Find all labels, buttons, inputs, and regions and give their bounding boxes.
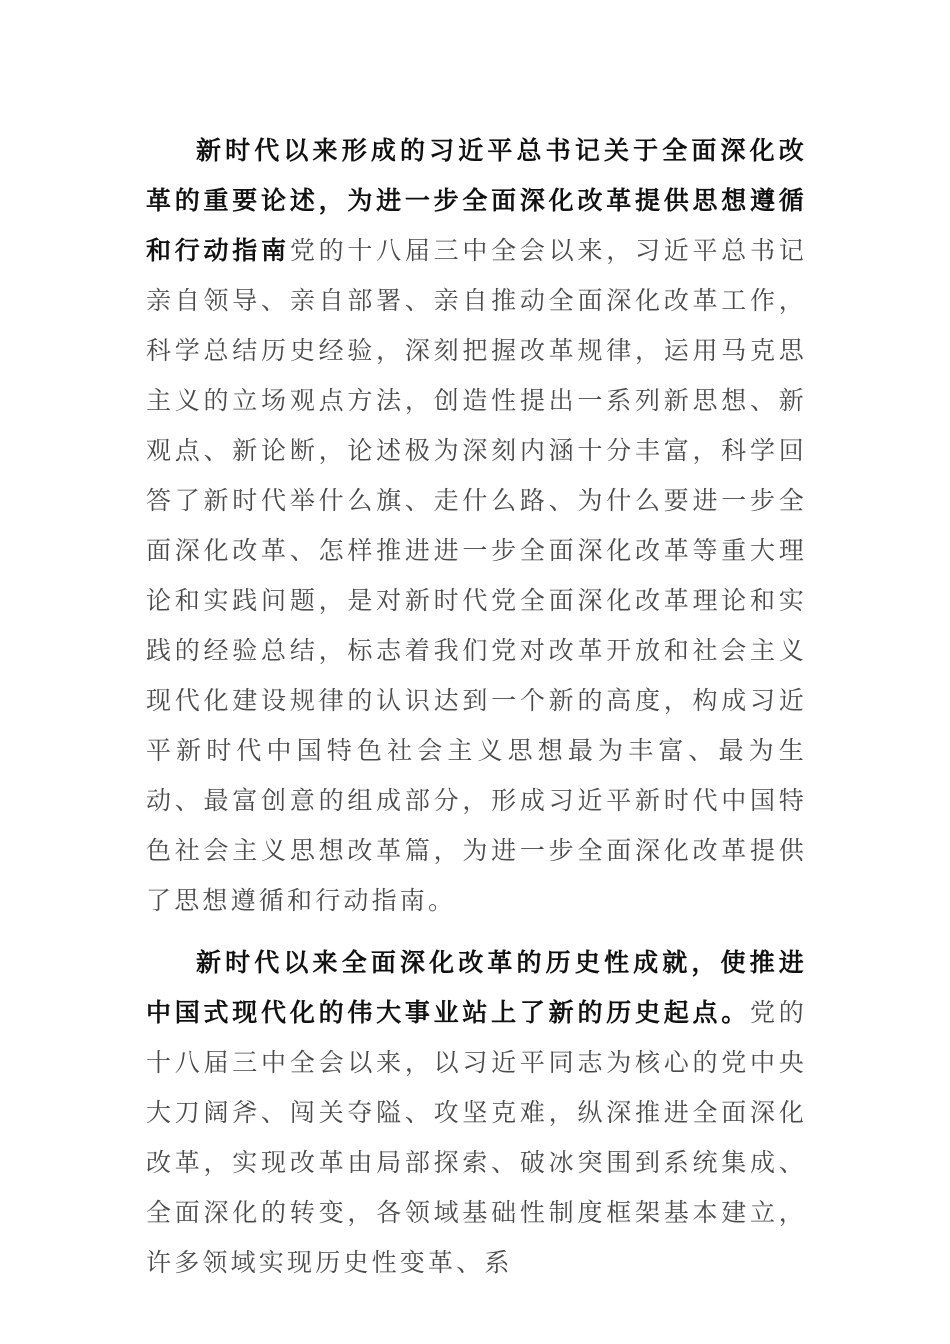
paragraph-2	[146, 938, 807, 1288]
paragraph-2-body: 党的十八届三中全会以来，以习近平同志为核心的党中央大刀阔斧、闯关夺隘、攻坚克难，纵深推进全面深化改革，实现改革由局部探索、破冰突围到系统集成、全面深化的转变，各领域基础性制度框架基本建立，许多领域实现历史性变革、系	[146, 998, 807, 1277]
paragraph-2-lead: 新时代以来全面深化改革的历史性成就，使推进中国式现代化的伟大事业站上了新的历史起点。	[146, 948, 807, 1027]
paragraph-1-lead: 新时代以来形成的习近平总书记关于全面深化改革的重要论述，为进一步全面深化改革提供思想遵循和行动指南	[146, 136, 807, 265]
paragraph-1-body: 党的十八届三中全会以来，习近平总书记亲自领导、亲自部署、亲自推动全面深化改革工作，科学总结历史经验，深刻把握改革规律，运用马克思主义的立场观点方法，创造性提出一系列新思想、新观点、新论断，论述极为深刻内涵十分丰富，科学回答了新时代举什么旗、走什么路、为什么要进一步全面深化改革、怎样推进进一步全面深化改革等重大理论和实践问题，是对新时代党全面深化改革理论和实践的经验总结，标志着我们党对改革开放和社会主义现代化建设规律的认识达到一个新的高度，构成习近平新时代中国特色社会主义思想最为丰富、最为生动、最富创意的组成部分，形成习近平新时代中国特色社会主义思想改革篇，为进一步全面深化改革提供了思想遵循和行动指南。	[146, 236, 807, 915]
paragraph-1	[146, 126, 807, 926]
document-body	[146, 126, 807, 1288]
